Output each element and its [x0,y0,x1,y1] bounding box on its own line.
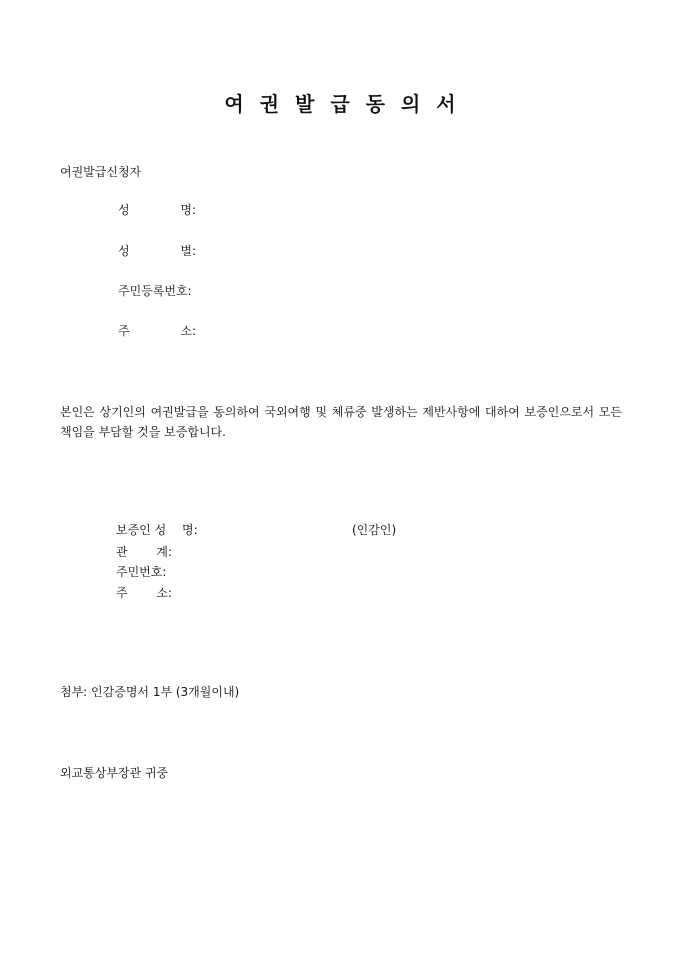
guarantor-id-label: 주민번호: [116,565,167,579]
guarantor-relation-left: 관 [116,545,128,559]
applicant-heading: 여권발급신청자 [60,165,142,179]
applicant-address-label [118,323,196,339]
applicant-id-label-text: 주민등록번호: [118,284,192,298]
applicant-name-label-right: 명: [180,203,196,217]
consent-statement: 본인은 상기인의 여권발급을 동의하여 국외여행 및 체류중 발생하는 제반사항에 대하여 보증인으로서 모든 책임을 부담할 것을 보증합니다. [60,405,622,439]
applicant-id-label [118,283,196,299]
applicant-address-label-left: 주 [118,324,130,338]
guarantor-address-right: 소: [156,586,172,600]
seal-placeholder: (인감인) [352,523,397,537]
guarantor-address-label [116,585,172,601]
guarantor-relation-label [116,544,172,560]
document-title: 여권발급동의서 [224,92,472,116]
applicant-name-label [118,202,196,218]
applicant-gender-label [118,243,196,259]
applicant-gender-label-right: 별: [180,244,196,258]
applicant-address-label-right: 소: [180,324,196,338]
guarantor-relation-right: 계: [156,545,172,559]
guarantor-name-label: 보증인 성 명: [116,523,198,537]
guarantor-address-left: 주 [116,586,128,600]
addressee: 외교통상부장관 귀중 [60,766,169,780]
applicant-gender-label-left: 성 [118,244,130,258]
applicant-name-label-left: 성 [118,203,130,217]
attachment-note: 첨부: 인감증명서 1부 (3개월이내) [60,685,240,699]
